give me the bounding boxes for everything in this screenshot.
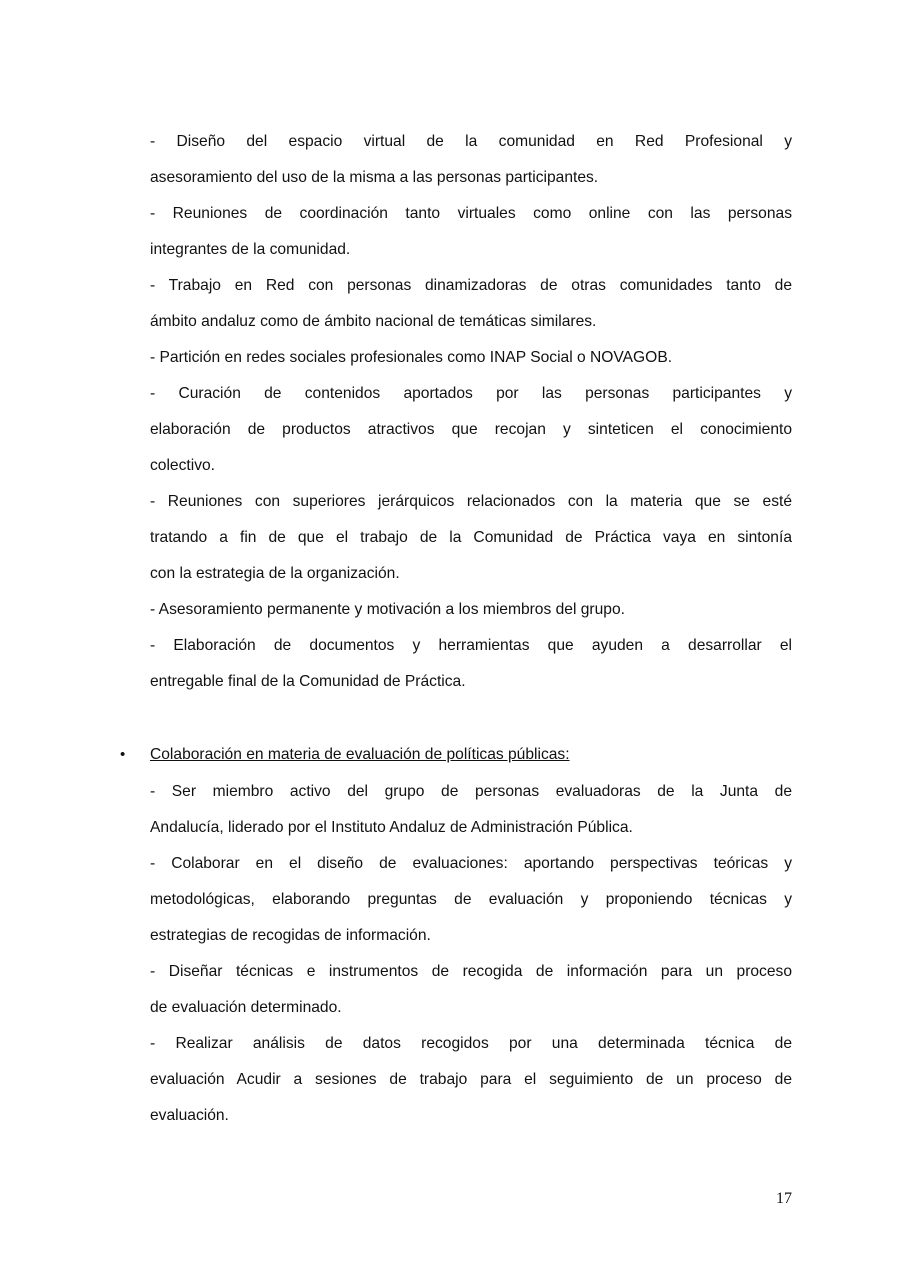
text-line: colectivo. [150,457,216,474]
list-item [150,628,792,700]
text-line: - Realizar análisis de datos recogidos por una determinada técnica de [150,1035,792,1052]
list-item [150,376,792,484]
list-item [150,196,792,268]
text-line: - Asesoramiento permanente y motivación a los miembros del grupo. [150,601,625,618]
text-line: - Elaboración de documentos y herramientas que ayuden a desarrollar el [150,637,792,654]
text-line: evaluación Acudir a sesiones de trabajo para el seguimiento de un proceso de [150,1071,792,1088]
list-item [150,124,792,196]
list-item [150,774,792,846]
text-line: evaluación. [150,1107,229,1124]
text-line: - Diseñar técnicas e instrumentos de recogida de información para un proceso [150,963,792,980]
list-item [150,484,792,592]
activities-list [150,124,792,700]
text-line: - Diseño del espacio virtual de la comunidad en Red Profesional y [150,133,792,150]
evaluation-list [150,774,792,1134]
page-number: 17 [776,1190,792,1207]
text-line: con la estrategia de la organización. [150,565,400,582]
text-line: de evaluación determinado. [150,999,342,1016]
text-line: integrantes de la comunidad. [150,241,351,258]
list-item [150,340,792,376]
text-line: metodológicas, elaborando preguntas de evaluación y proponiendo técnicas y [150,891,792,908]
list-item [150,268,792,340]
list-item [150,592,792,628]
text-line: asesoramiento del uso de la misma a las personas participantes. [150,169,599,186]
list-item [150,954,792,1026]
text-line: - Curación de contenidos aportados por las personas participantes y [150,385,792,402]
text-line: ámbito andaluz como de ámbito nacional de temáticas similares. [150,313,597,330]
text-line: tratando a fin de que el trabajo de la Comunidad de Práctica vaya en sintonía [150,529,792,546]
text-line: elaboración de productos atractivos que recojan y sinteticen el conocimiento [150,421,792,438]
text-line: - Reuniones con superiores jerárquicos relacionados con la materia que se esté [150,493,792,510]
text-line: - Ser miembro activo del grupo de personas evaluadoras de la Junta de [150,783,792,800]
text-line: entregable final de la Comunidad de Práctica. [150,673,466,690]
text-line: estrategias de recogidas de información. [150,927,431,944]
section-heading: Colaboración en materia de evaluación de políticas públicas: [150,746,570,763]
text-line: - Reuniones de coordinación tanto virtuales como online con las personas [150,205,792,222]
list-item [150,1026,792,1134]
text-line: - Trabajo en Red con personas dinamizadoras de otras comunidades tanto de [150,277,792,294]
text-line: - Colaborar en el diseño de evaluaciones: aportando perspectivas teóricas y [150,855,792,872]
text-line: - Partición en redes sociales profesionales como INAP Social o NOVAGOB. [150,349,673,366]
text-line: Andalucía, liderado por el Instituto Andaluz de Administración Pública. [150,819,633,836]
bullet-icon: • [120,746,126,763]
list-item [150,846,792,954]
